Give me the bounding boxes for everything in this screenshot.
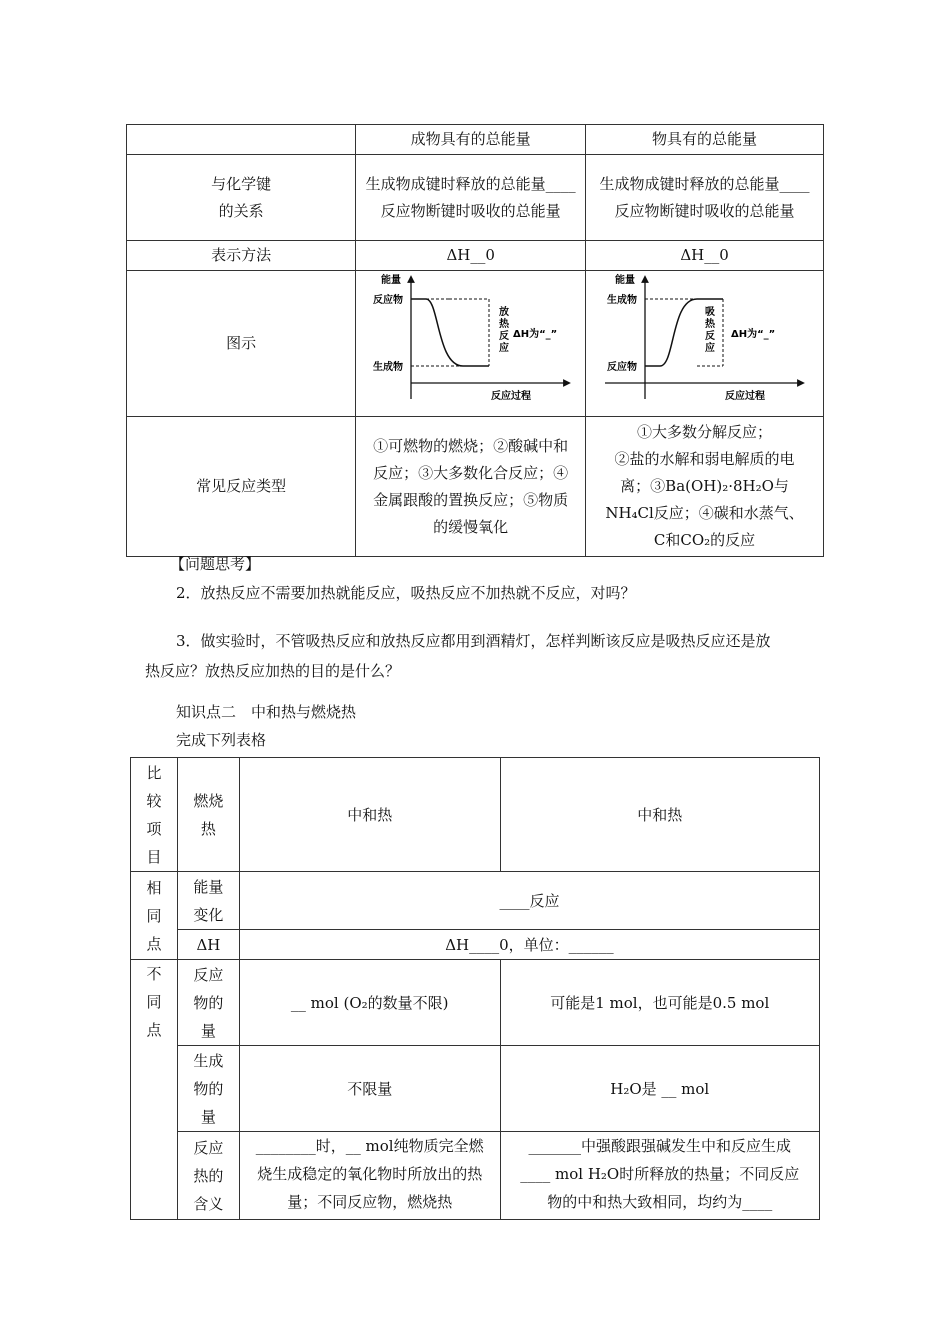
label-bond-line1: 与化学键	[211, 174, 272, 193]
question-3: 3．做实验时，不管吸热反应和放热反应都用到酒精灯，怎样判断该反应是吸热反应还是放热反应？放热反应加热的目的是什么？	[145, 632, 771, 680]
same-points-label: 相同点	[131, 872, 178, 960]
exo-mid-label: 放热反应	[498, 307, 509, 354]
exo-representation: ΔH__0	[356, 241, 586, 271]
product-combustion: 不限量	[239, 1046, 500, 1132]
header-endothermic: 物具有的总能量	[586, 125, 824, 155]
endo-bottom-label: 反应物	[606, 362, 637, 373]
exo-top-label: 反应物	[372, 295, 403, 306]
col-compare-items: 比较项目	[131, 758, 178, 872]
exo-bond-relation: 生成物成键时释放的总能量____反应物断键时吸收的总能量	[356, 155, 586, 241]
endo-diagram-cell	[586, 271, 824, 417]
col-neutralization-heat-b: 中和热	[500, 758, 820, 872]
endo-representation: ΔH__0	[586, 241, 824, 271]
reactant-neutralization: 可能是1 mol，也可能是0.5 mol	[500, 960, 820, 1046]
exothermic-energy-diagram	[371, 271, 571, 407]
col-combustion-heat: 燃烧热	[177, 758, 239, 872]
energy-change-label: 能量变化	[177, 872, 239, 930]
product-neutralization: H₂O是 __ mol	[500, 1046, 820, 1132]
endo-dh-label: ΔH为“_”	[730, 329, 775, 340]
header-empty	[127, 125, 356, 155]
question-2: 2．放热反应不需要加热就能反应，吸热反应不加热就不反应，对吗？	[176, 584, 636, 602]
exo-x-axis-label: 反应过程	[490, 391, 531, 402]
exo-dh-label: ΔH为“_”	[512, 329, 557, 340]
col-neutralization-heat-a: 中和热	[239, 758, 500, 872]
endo-top-label: 生成物	[606, 295, 637, 306]
diff-points-label	[131, 960, 178, 1220]
label-reaction-types: 常见反应类型	[127, 417, 356, 557]
section-subtitle: 完成下列表格	[176, 731, 267, 749]
meaning-neutralization: _______中强酸跟强碱发生中和反应生成 ____ mol H₂O时所释放的热量；不同反应物的中和热大致相同，均约为____	[500, 1132, 820, 1220]
meaning-label: 反应热的含义	[177, 1132, 239, 1220]
product-amount-label: 生成物的量	[177, 1046, 239, 1132]
section-title: 知识点二 中和热与燃烧热	[176, 703, 357, 721]
exo-bottom-label: 生成物	[372, 362, 403, 373]
label-bond-line2: 的关系	[218, 201, 264, 220]
delta-h-label: ΔH	[177, 930, 239, 960]
label-diagram: 图示	[127, 271, 356, 417]
energy-change-value: ____反应	[239, 872, 819, 930]
exo-diagram-cell	[356, 271, 586, 417]
questions-heading: 【问题思考】	[170, 555, 261, 573]
reaction-heat-table	[126, 124, 824, 557]
endo-reaction-types	[586, 417, 824, 557]
endo-y-axis-label: 能量	[614, 275, 635, 286]
header-exothermic: 成物具有的总能量	[356, 125, 586, 155]
delta-h-value: ΔH____0，单位：______	[239, 930, 819, 960]
endo-bond-relation: 生成物成键时释放的总能量____反应物断键时吸收的总能量	[586, 155, 824, 241]
exo-reaction-types: ①可燃物的燃烧；②酸碱中和反应；③大多数化合反应；④金属跟酸的置换反应；⑤物质的缓慢氧化	[356, 417, 586, 557]
endo-types-line2: ②盐的水解和弱电解质的电离；③Ba(OH)₂·8H₂O与NH₄Cl反应；④碳和水蒸气、C和CO₂的反应	[605, 450, 804, 549]
reactant-amount-label: 反应物的量	[177, 960, 239, 1046]
meaning-combustion: ________时，__ mol纯物质完全燃烧生成稳定的氧化物时所放出的热量；不同反应物，燃烧热	[239, 1132, 500, 1220]
combustion-neutralization-table	[130, 757, 820, 1220]
exo-y-axis-label: 能量	[380, 275, 401, 286]
endo-mid-label: 吸热反应	[704, 307, 715, 354]
endo-x-axis-label: 反应过程	[724, 391, 765, 402]
diff-points-text: 不同点	[146, 965, 162, 1039]
endothermic-energy-diagram	[605, 271, 805, 407]
label-representation: 表示方法	[127, 241, 356, 271]
label-bond-relation	[127, 155, 356, 241]
reactant-combustion: __ mol (O₂的数量不限)	[239, 960, 500, 1046]
endo-types-line1: ①大多数分解反应；	[637, 423, 773, 441]
